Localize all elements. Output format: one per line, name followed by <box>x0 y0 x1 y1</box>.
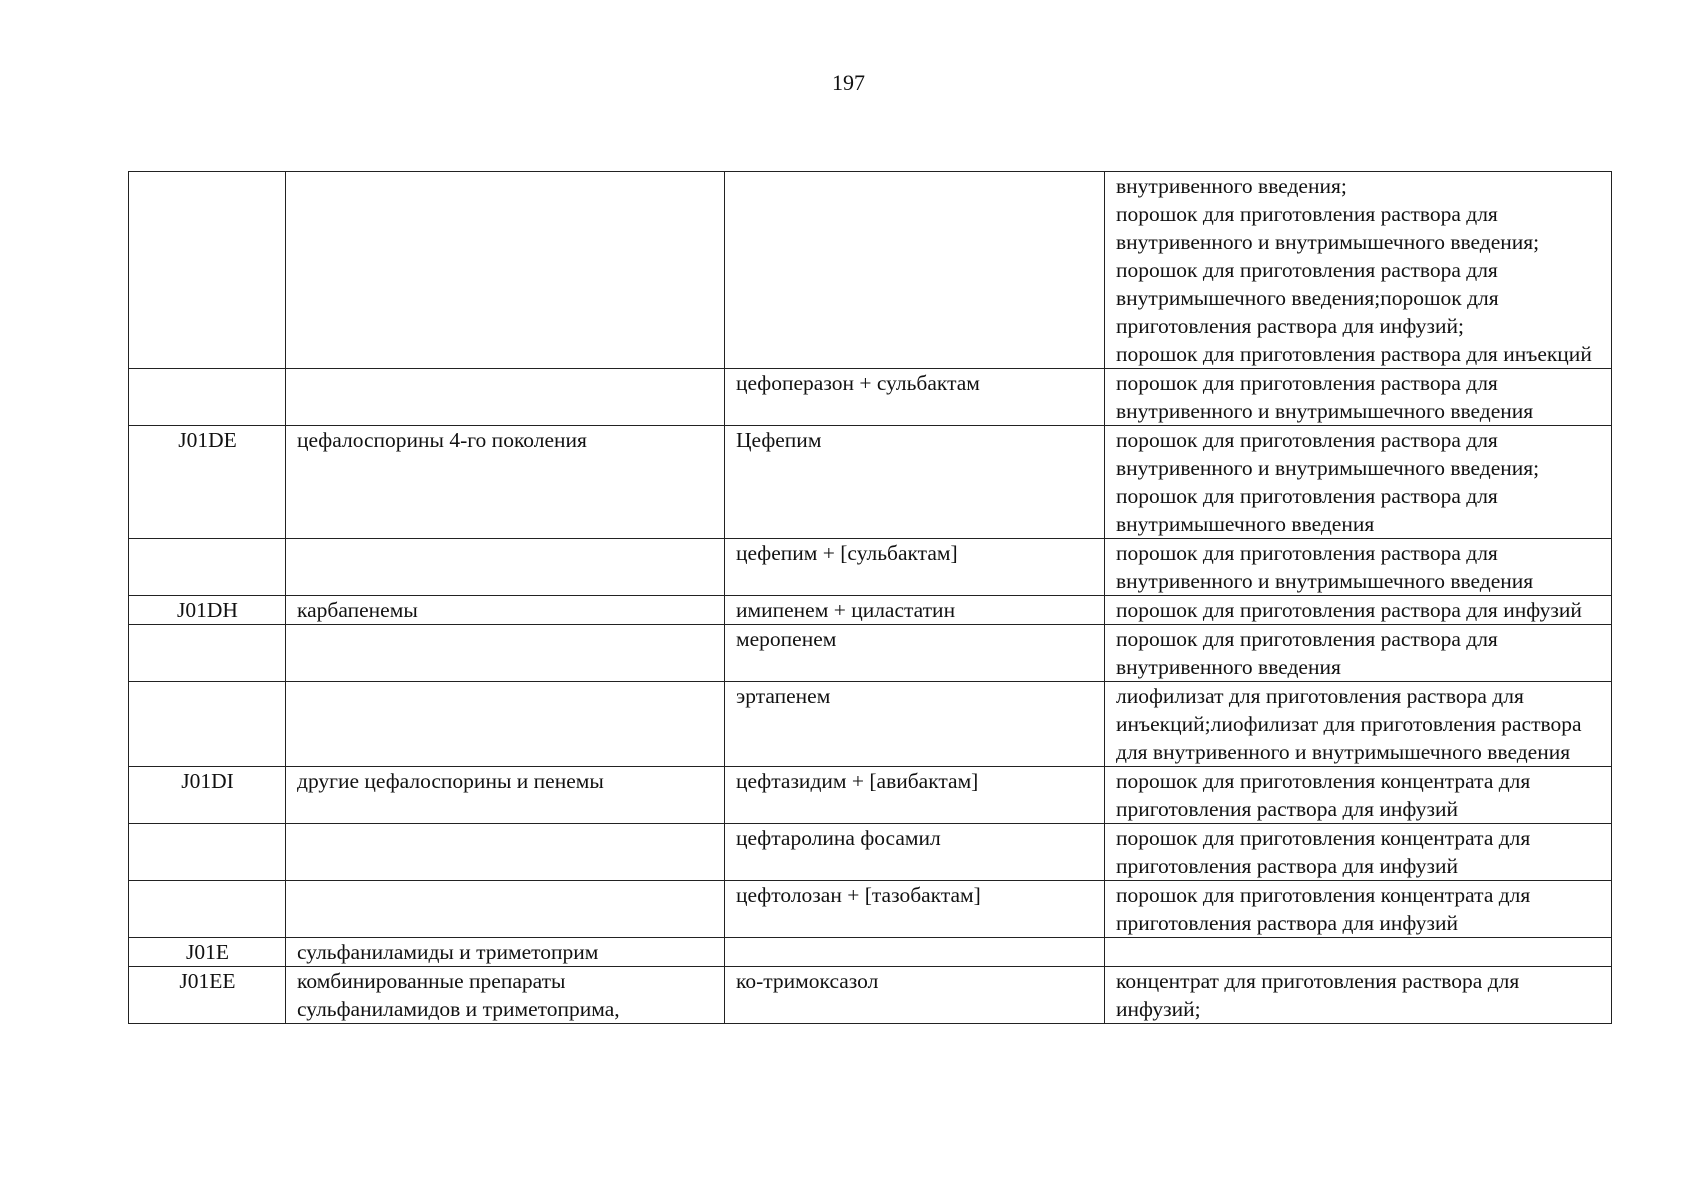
drug-table-body <box>129 172 1612 1024</box>
drug-name-cell: цефтазидим + [авибактам] <box>725 767 1105 824</box>
drug-name-cell: имипенем + циластатин <box>725 596 1105 625</box>
drug-name-cell: цефоперазон + сульбактам <box>725 369 1105 426</box>
group-name-cell <box>286 682 725 767</box>
drug-name-cell: меропенем <box>725 625 1105 682</box>
group-name-cell <box>286 172 725 369</box>
dosage-form-cell: внутривенного введения; порошок для приготовления раствора для внутривенного и внутримышечного введения; порошок для приготовления раствора для внутримышечного введения;порошок для приготовления раствора для инфузий; порошок для приготовления раствора для инъекций <box>1105 172 1612 369</box>
group-name-cell <box>286 539 725 596</box>
dosage-form-cell: порошок для приготовления раствора для инфузий <box>1105 596 1612 625</box>
atc-code-cell <box>129 625 286 682</box>
page-number: 197 <box>832 70 865 95</box>
drug-name-cell: ко-тримоксазол <box>725 967 1105 1024</box>
group-name-cell: другие цефалоспорины и пенемы <box>286 767 725 824</box>
atc-code-cell: J01DH <box>129 596 286 625</box>
dosage-form-cell: порошок для приготовления концентрата для приготовления раствора для инфузий <box>1105 881 1612 938</box>
atc-code-cell: J01DI <box>129 767 286 824</box>
group-name-cell <box>286 824 725 881</box>
table-row <box>129 596 1612 625</box>
atc-code-cell <box>129 172 286 369</box>
drug-table <box>128 171 1612 1024</box>
atc-code-cell <box>129 881 286 938</box>
drug-name-cell: Цефепим <box>725 426 1105 539</box>
drug-name-cell: цефтаролина фосамил <box>725 824 1105 881</box>
dosage-form-cell: лиофилизат для приготовления раствора для инъекций;лиофилизат для приготовления раствора для внутривенного и внутримышечного введения <box>1105 682 1612 767</box>
table-row <box>129 539 1612 596</box>
group-name-cell: цефалоспорины 4-го поколения <box>286 426 725 539</box>
atc-code-cell: J01EE <box>129 967 286 1024</box>
atc-code-cell: J01DE <box>129 426 286 539</box>
dosage-form-cell: порошок для приготовления раствора для внутривенного и внутримышечного введения <box>1105 539 1612 596</box>
table-row <box>129 938 1612 967</box>
dosage-form-cell: порошок для приготовления концентрата для приготовления раствора для инфузий <box>1105 824 1612 881</box>
atc-code-cell <box>129 824 286 881</box>
dosage-form-cell: порошок для приготовления раствора для внутривенного введения <box>1105 625 1612 682</box>
group-name-cell: сульфаниламиды и триметоприм <box>286 938 725 967</box>
table-row <box>129 881 1612 938</box>
dosage-form-cell: концентрат для приготовления раствора для инфузий; <box>1105 967 1612 1024</box>
group-name-cell <box>286 369 725 426</box>
atc-code-cell: J01E <box>129 938 286 967</box>
table-row <box>129 824 1612 881</box>
table-row <box>129 172 1612 369</box>
group-name-cell <box>286 881 725 938</box>
table-row <box>129 625 1612 682</box>
drug-name-cell <box>725 172 1105 369</box>
drug-name-cell <box>725 938 1105 967</box>
drug-name-cell: цефепим + [сульбактам] <box>725 539 1105 596</box>
dosage-form-cell <box>1105 938 1612 967</box>
atc-code-cell <box>129 539 286 596</box>
dosage-form-cell: порошок для приготовления раствора для внутривенного и внутримышечного введения <box>1105 369 1612 426</box>
group-name-cell <box>286 625 725 682</box>
group-name-cell: карбапенемы <box>286 596 725 625</box>
atc-code-cell <box>129 682 286 767</box>
dosage-form-cell: порошок для приготовления концентрата для приготовления раствора для инфузий <box>1105 767 1612 824</box>
table-row <box>129 967 1612 1024</box>
atc-code-cell <box>129 369 286 426</box>
dosage-form-cell: порошок для приготовления раствора для внутривенного и внутримышечного введения; порошок для приготовления раствора для внутримышечного введения <box>1105 426 1612 539</box>
table-row <box>129 682 1612 767</box>
group-name-cell: комбинированные препараты сульфаниламидов и триметоприма, <box>286 967 725 1024</box>
table-row <box>129 426 1612 539</box>
table-row <box>129 767 1612 824</box>
drug-name-cell: цефтолозан + [тазобактам] <box>725 881 1105 938</box>
table-row <box>129 369 1612 426</box>
drug-name-cell: эртапенем <box>725 682 1105 767</box>
